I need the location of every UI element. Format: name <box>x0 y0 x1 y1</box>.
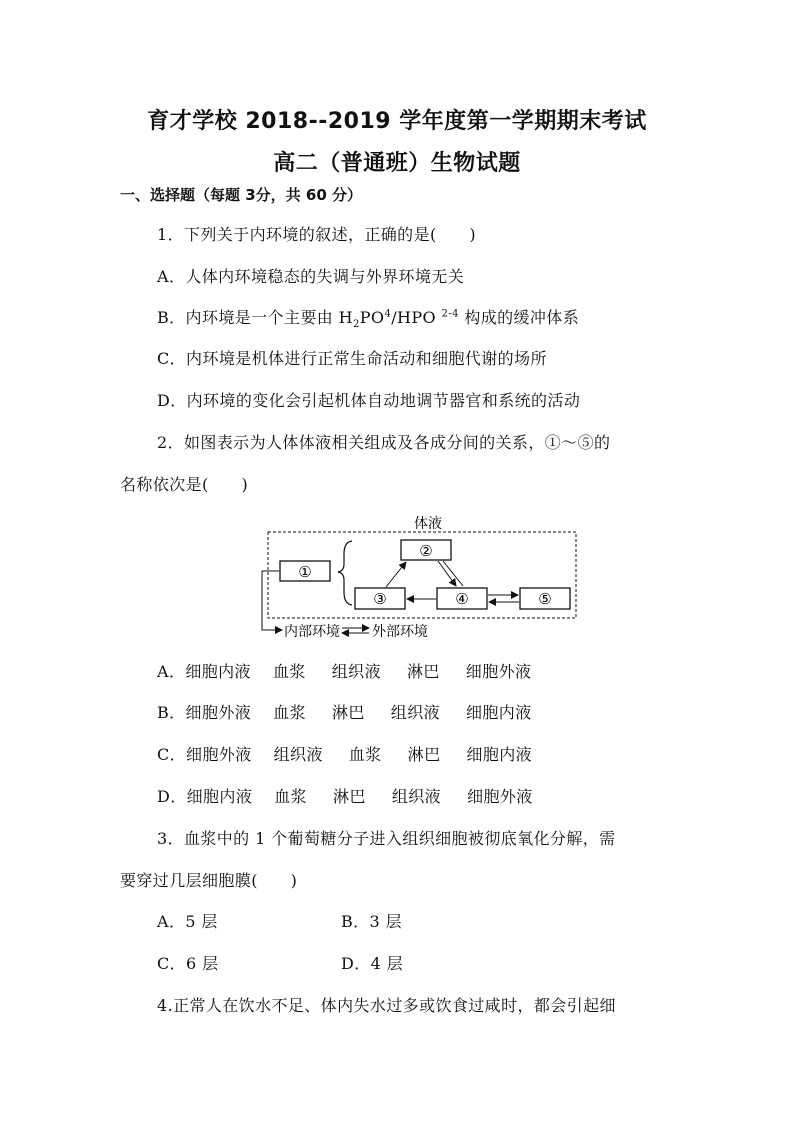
q2-c-1: C．细胞外液 <box>157 745 252 764</box>
q1-b-prefix: B．内环境是一个主要由 H <box>157 308 353 327</box>
q1-option-a: A．人体内环境稳态的失调与外界环境无关 <box>157 267 465 286</box>
q2-c-4: 淋巴 <box>407 745 441 764</box>
internal-environment-label: 内部环境 <box>284 624 340 640</box>
q1-b-sup1: 4 <box>384 308 392 320</box>
q2-stem-line1: 2．如图表示为人体体液相关组成及各成分间的关系，①～⑤的 <box>157 433 611 452</box>
q2-option-b <box>157 700 558 723</box>
q2-option-a <box>157 659 557 682</box>
arrow-1-to-internal <box>262 571 282 630</box>
q3-option-c: C．6 层 <box>157 954 219 973</box>
q2-d-5: 细胞外液 <box>467 787 533 806</box>
exam-title: 育才学校 2018--2019 学年度第一学期期末考试 <box>147 109 647 134</box>
q2-option-d <box>157 784 559 807</box>
q2-a-2: 血浆 <box>272 662 306 681</box>
q1-option-c: C．内环境是机体进行正常生命活动和细胞代谢的场所 <box>157 349 547 368</box>
q2-option-c <box>157 742 558 765</box>
diagram-title: 体液 <box>414 516 442 532</box>
q2-a-1: A．细胞内液 <box>157 662 251 681</box>
q2-c-2: 组织液 <box>273 745 323 764</box>
q2-c-3: 血浆 <box>348 745 382 764</box>
section-heading: 一、选择题（每题 3分，共 60 分） <box>120 186 362 204</box>
q3-option-a: A．5 层 <box>157 912 218 931</box>
arrow-3-to-2 <box>386 562 406 587</box>
box-1-label: ① <box>298 563 312 581</box>
q1-stem: 1．下列关于内环境的叙述，正确的是( ) <box>157 225 477 244</box>
q1-b-sup2: 2-4 <box>441 308 459 320</box>
q1-b-suffix: 构成的缓冲体系 <box>458 308 580 327</box>
q2-d-3: 淋巴 <box>333 787 366 806</box>
q2-a-3: 组织液 <box>331 662 381 681</box>
q3-option-b: B．3 层 <box>341 912 403 931</box>
q2-a-5: 细胞外液 <box>465 662 532 681</box>
q1-b-mid2: /HPO <box>391 308 442 327</box>
q1-option-d: D．内环境的变化会引起机体自动地调节器官和系统的活动 <box>157 391 581 410</box>
q2-stem-line2: 名称依次是( ) <box>120 475 249 494</box>
box-3-label: ③ <box>373 590 387 608</box>
q1-b-sub: 2 <box>353 319 360 331</box>
q2-b-5: 细胞内液 <box>466 703 532 722</box>
q3-option-d: D．4 层 <box>341 954 404 973</box>
external-environment-label: 外部环境 <box>372 624 428 640</box>
q4-stem-line1: 4.正常人在饮水不足、体内失水过多或饮食过咸时，都会引起细 <box>157 996 616 1015</box>
q2-b-1: B．细胞外液 <box>157 703 252 722</box>
box-5-label: ⑤ <box>538 590 552 608</box>
q2-b-2: 血浆 <box>273 703 306 722</box>
q2-d-2: 血浆 <box>274 787 308 806</box>
q1-b-mid1: PO <box>359 308 385 327</box>
q2-d-4: 组织液 <box>391 787 442 806</box>
brace <box>338 541 352 605</box>
q2-b-3: 淋巴 <box>331 703 365 722</box>
q2-a-4: 淋巴 <box>406 662 440 681</box>
q1-option-b <box>157 305 579 330</box>
q3-stem-line1: 3．血浆中的 1 个葡萄糖分子进入组织细胞被彻底氧化分解，需 <box>157 829 616 848</box>
q2-c-5: 细胞内液 <box>466 745 533 764</box>
exam-subtitle: 高二（普通班）生物试题 <box>273 151 521 176</box>
box-2-label: ② <box>419 542 433 560</box>
body-fluid-diagram <box>256 514 581 644</box>
q2-d-1: D．细胞内液 <box>157 787 253 806</box>
q2-b-4: 组织液 <box>390 703 440 722</box>
box-4-label: ④ <box>455 590 469 608</box>
q3-stem-line2: 要穿过几层细胞膜( ) <box>120 871 298 890</box>
